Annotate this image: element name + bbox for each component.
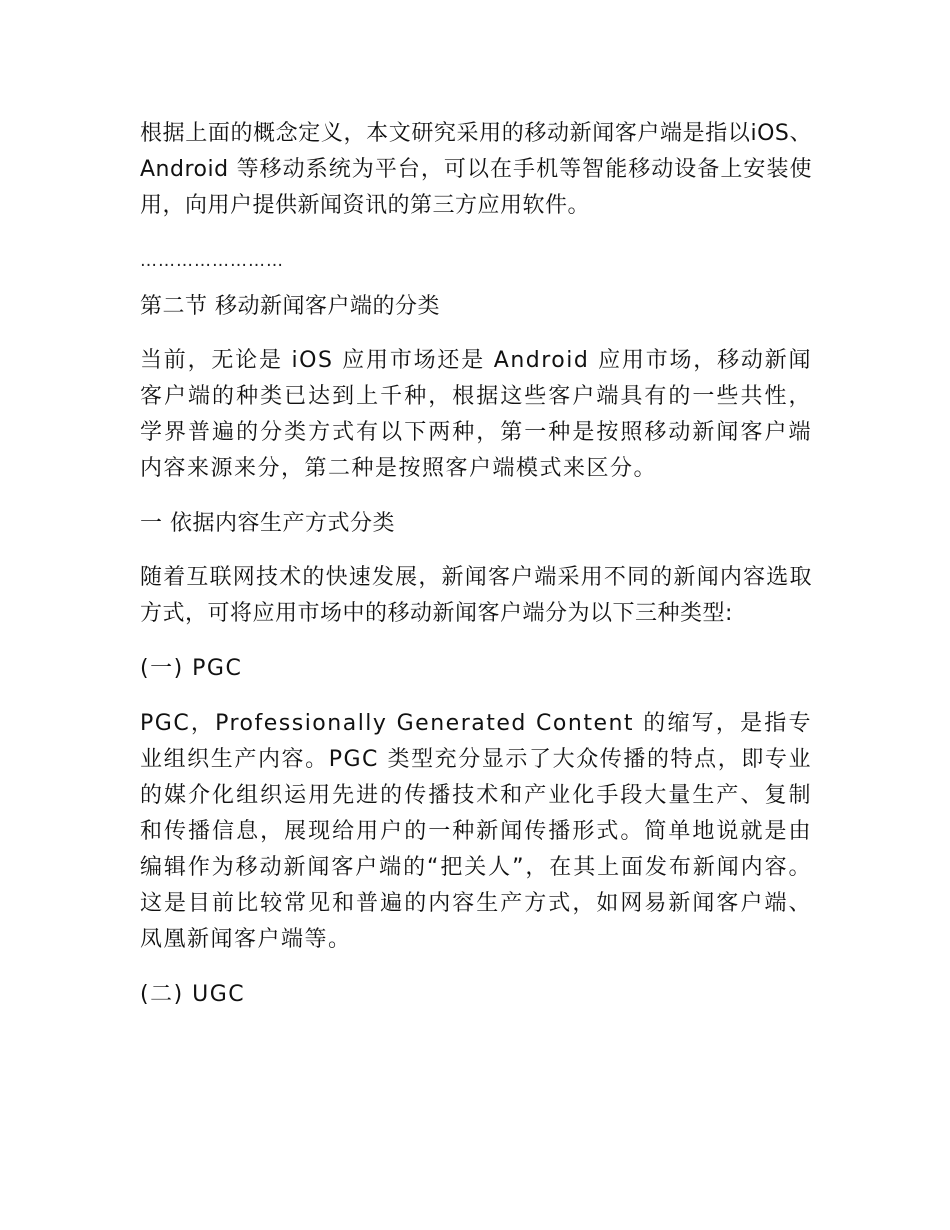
pgc-paragraph: PGC，Professionally Generated Content 的缩写，是指专业组织生产内容。PGC 类型充分显示了大众传播的特点，即专业的媒介化组织运用先进的传播技术和产业化手段大量生产、复制和传播信息，展现给用户的一种新闻传播形式。简单地说就是由编辑作为移动新闻客户端的“把关人”，在其上面发布新闻内容。这是目前比较常见和普遍的内容生产方式，如网易新闻客户端、凤凰新闻客户端等。 bbox=[140, 711, 812, 952]
intro-paragraph: 根据上面的概念定义，本文研究采用的移动新闻客户端是指以iOS、Android 等移动系统为平台，可以在手机等智能移动设备上安装使用，向用户提供新闻资讯的第三方应用软件。 bbox=[140, 121, 812, 218]
subsection-heading: 一 依据内容生产方式分类 bbox=[140, 511, 395, 536]
ugc-heading: (二) UGC bbox=[140, 982, 246, 1007]
pgc-heading: (一) PGC bbox=[140, 656, 243, 681]
ellipsis-separator: …………………… bbox=[140, 251, 284, 271]
document-page bbox=[140, 116, 812, 1032]
classification-paragraph: 当前，无论是 iOS 应用市场还是 Android 应用市场，移动新闻客户端的种类已达到上千种，根据这些客户端具有的一些共性，学界普遍的分类方式有以下两种，第一种是按照移动新闻客户端内容来源来分，第二种是按照客户端模式来区分。 bbox=[140, 348, 812, 481]
section-heading: 第二节 移动新闻客户端的分类 bbox=[140, 294, 440, 319]
content-method-paragraph: 随着互联网技术的快速发展，新闻客户端采用不同的新闻内容选取方式，可将应用市场中的移动新闻客户端分为以下三种类型: bbox=[140, 565, 812, 626]
